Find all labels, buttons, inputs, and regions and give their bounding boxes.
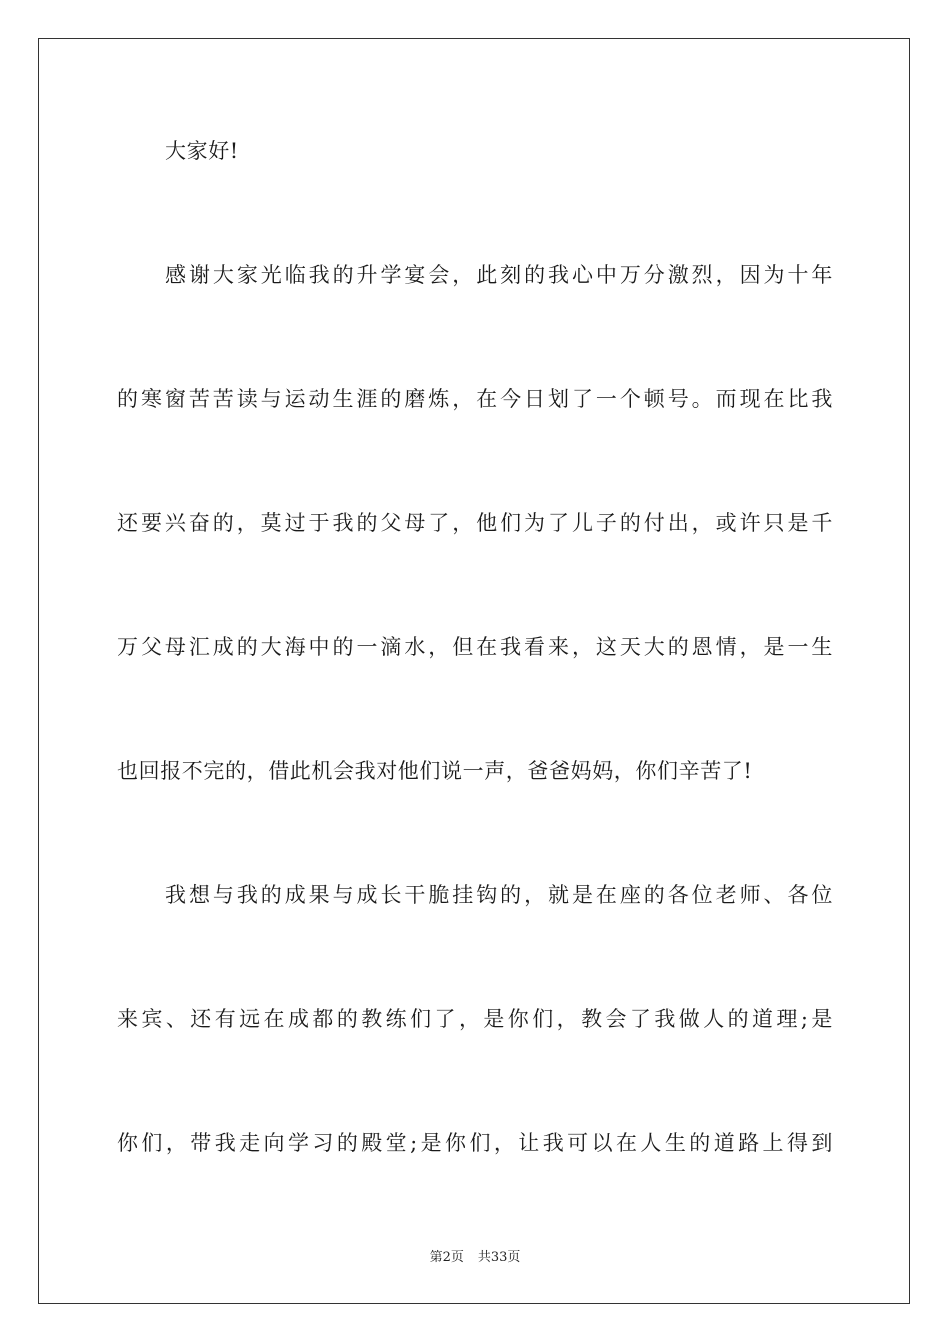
paragraph-line: 感谢大家光临我的升学宴会，此刻的我心中万分激烈，因为十年: [165, 263, 833, 287]
paragraph-line: 还要兴奋的，莫过于我的父母了，他们为了儿子的付出，或许只是千: [117, 511, 833, 535]
paragraph-line: 万父母汇成的大海中的一滴水，但在我看来，这天大的恩情，是一生: [117, 635, 833, 659]
page-footer: [0, 1249, 950, 1267]
paragraph-line: 我想与我的成果与成长干脆挂钩的，就是在座的各位老师、各位: [165, 883, 833, 907]
page-total: 共33页: [477, 1250, 521, 1265]
page-frame: [38, 38, 910, 1304]
paragraph-line: 也回报不完的，借此机会我对他们说一声，爸爸妈妈，你们辛苦了!: [117, 759, 753, 783]
paragraph-line: 你们，带我走向学习的殿堂;是你们，让我可以在人生的道路上得到: [117, 1131, 833, 1155]
greeting-line: 大家好!: [165, 139, 239, 163]
paragraph-line: 来宾、还有远在成都的教练们了，是你们，教会了我做人的道理;是: [117, 1007, 833, 1031]
paragraph-line: 的寒窗苦苦读与运动生涯的磨炼，在今日划了一个顿号。而现在比我: [117, 387, 833, 411]
page-number: 第2页: [429, 1250, 464, 1265]
